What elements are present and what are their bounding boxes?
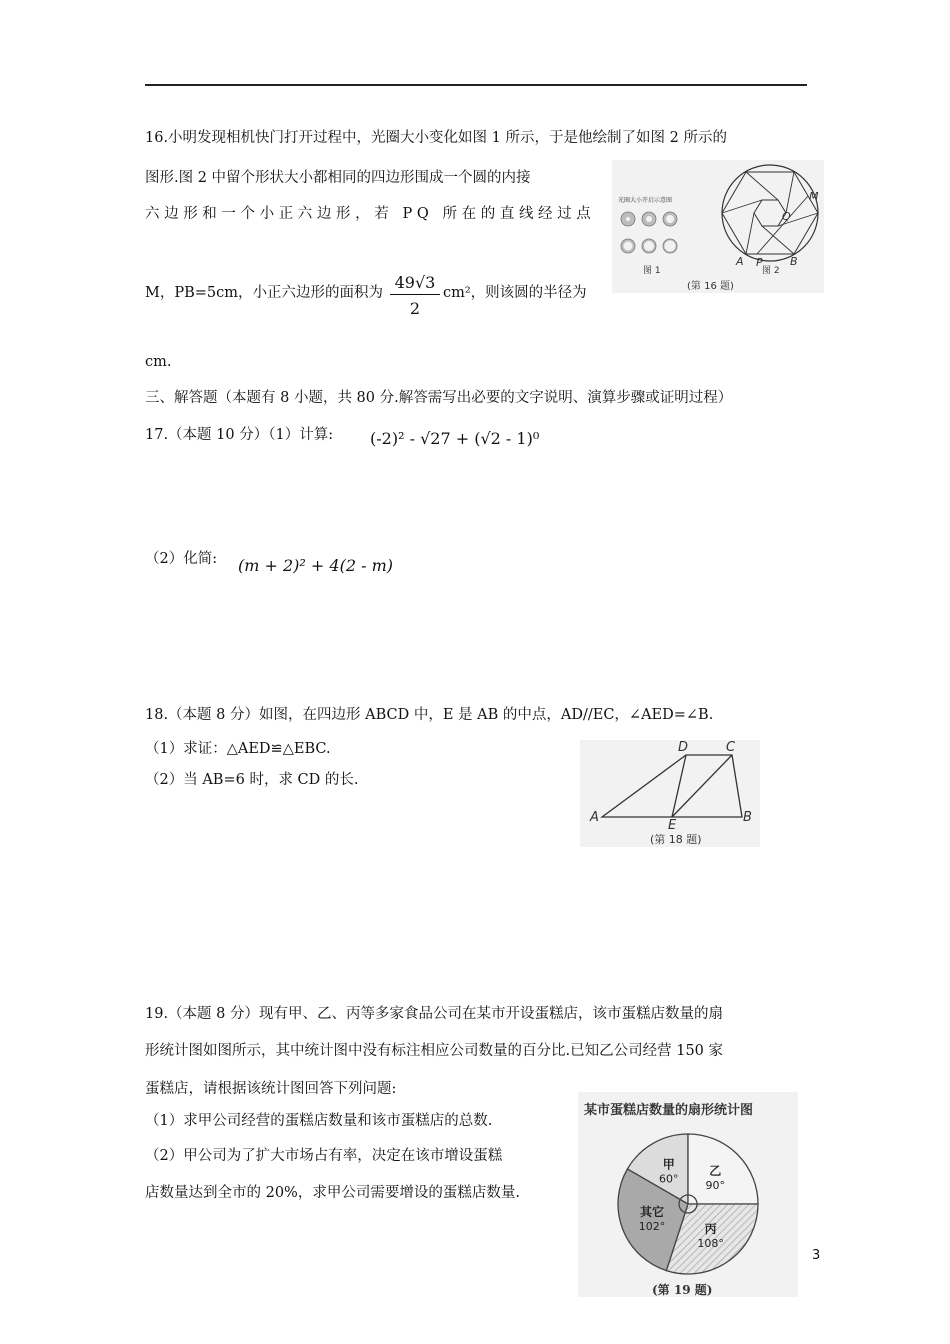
- q16-caption: (第 16 题): [687, 281, 734, 292]
- point-D: D: [678, 740, 689, 755]
- pie-chart-title: 某市蛋糕店数量的扇形统计图: [584, 1103, 754, 1118]
- pie-label-category: 甲: [662, 1157, 675, 1172]
- q17-part2: （2）化简:: [145, 551, 218, 567]
- point-C: C: [726, 740, 736, 755]
- q16-line1: 16.小明发现相机快门打开过程中，光圈大小变化如图 1 所示，于是他绘制了如图 2 所示的: [145, 130, 727, 146]
- q17-expr2: (m + 2)² + 4(2 - m): [238, 556, 393, 575]
- q16-fraction: [390, 273, 440, 318]
- q17-head: 17.（本题 10 分）（1）计算:: [145, 427, 334, 443]
- point-M: M: [809, 190, 819, 203]
- fraction-denominator: 2: [409, 299, 421, 318]
- q19-caption: (第 19 题): [652, 1283, 713, 1297]
- q19-line1: 19.（本题 8 分）现有甲、乙、丙等多家食品公司在某市开设蛋糕店，该市蛋糕店数量的扇: [145, 1006, 723, 1022]
- point-A: A: [590, 810, 599, 825]
- pie-label-degree: 102°: [638, 1219, 666, 1233]
- pie-chart: [578, 1092, 798, 1297]
- fraction-numerator: 49√3: [390, 273, 440, 295]
- q16-line3: 六边形和一个小正六边形，若 PQ 所在的直线经过点: [145, 206, 596, 222]
- header-rule: [145, 84, 807, 86]
- q19-line3: 蛋糕店，请根据该统计图回答下列问题:: [145, 1081, 397, 1097]
- pie-label-category: 其它: [640, 1204, 665, 1219]
- fig2-label: 图 2: [762, 266, 780, 276]
- q16-line2: 图形.图 2 中留个形状大小都相同的四边形围成一个圆的内接: [145, 170, 531, 186]
- point-Q: Q: [782, 210, 791, 223]
- q19-figure: [578, 1092, 798, 1297]
- page-number: 3: [812, 1248, 821, 1263]
- quad-ABCD: [602, 755, 742, 817]
- point-P: P: [756, 256, 763, 269]
- pie-label-category: 丙: [704, 1222, 717, 1237]
- section-3-heading: 三、解答题（本题有 8 小题，共 80 分.解答需写出必要的文字说明、演算步骤或证明过程）: [145, 390, 733, 406]
- q18-part2: （2）当 AB=6 时，求 CD 的长.: [145, 772, 359, 788]
- point-B: B: [743, 810, 752, 825]
- q18-figure: [580, 740, 760, 847]
- pie-label-degree: 60°: [659, 1172, 679, 1186]
- point-B: B: [790, 255, 798, 268]
- q16-line4a: M，PB=5cm，小正六边形的面积为: [145, 285, 384, 301]
- pie-label-category: 乙: [709, 1163, 722, 1178]
- q16-line5: cm.: [145, 354, 172, 370]
- q18-caption: (第 18 题): [650, 833, 702, 846]
- q18-head: 18.（本题 8 分）如图，在四边形 ABCD 中，E 是 AB 的中点，AD//EC，∠AED=∠B.: [145, 707, 714, 723]
- q16-line4b: cm²，则该圆的半径为: [443, 285, 587, 301]
- point-A: A: [736, 255, 744, 268]
- q19-part1: （1）求甲公司经营的蛋糕店数量和该市蛋糕店的总数.: [145, 1113, 493, 1129]
- fig1-label: 图 1: [643, 266, 661, 276]
- pie-label-degree: 108°: [697, 1237, 724, 1251]
- pie-label-degree: 90°: [705, 1178, 725, 1192]
- outer-circle: [722, 165, 818, 261]
- fig1-title: 光圈大小开启示意图: [618, 197, 673, 204]
- point-E: E: [668, 818, 677, 833]
- q19-line2: 形统计图如图所示，其中统计图中没有标注相应公司数量的百分比.已知乙公司经营 150 家: [145, 1043, 723, 1059]
- pie-slice-1: [688, 1134, 758, 1204]
- q18-part1: （1）求证：△AED≌△EBC.: [145, 741, 331, 757]
- q17-expr1: (-2)² - √27 + (√2 - 1)⁰: [370, 429, 540, 448]
- q16-figure: [612, 160, 824, 293]
- inscribed-hexagon: [722, 172, 818, 254]
- q19-part2b: 店数量达到全市的 20%，求甲公司需要增设的蛋糕店数量.: [145, 1185, 520, 1201]
- pq-line: [757, 196, 808, 254]
- segment-CE: [672, 755, 732, 817]
- q19-part2a: （2）甲公司为了扩大市场占有率，决定在该市增设蛋糕: [145, 1148, 503, 1164]
